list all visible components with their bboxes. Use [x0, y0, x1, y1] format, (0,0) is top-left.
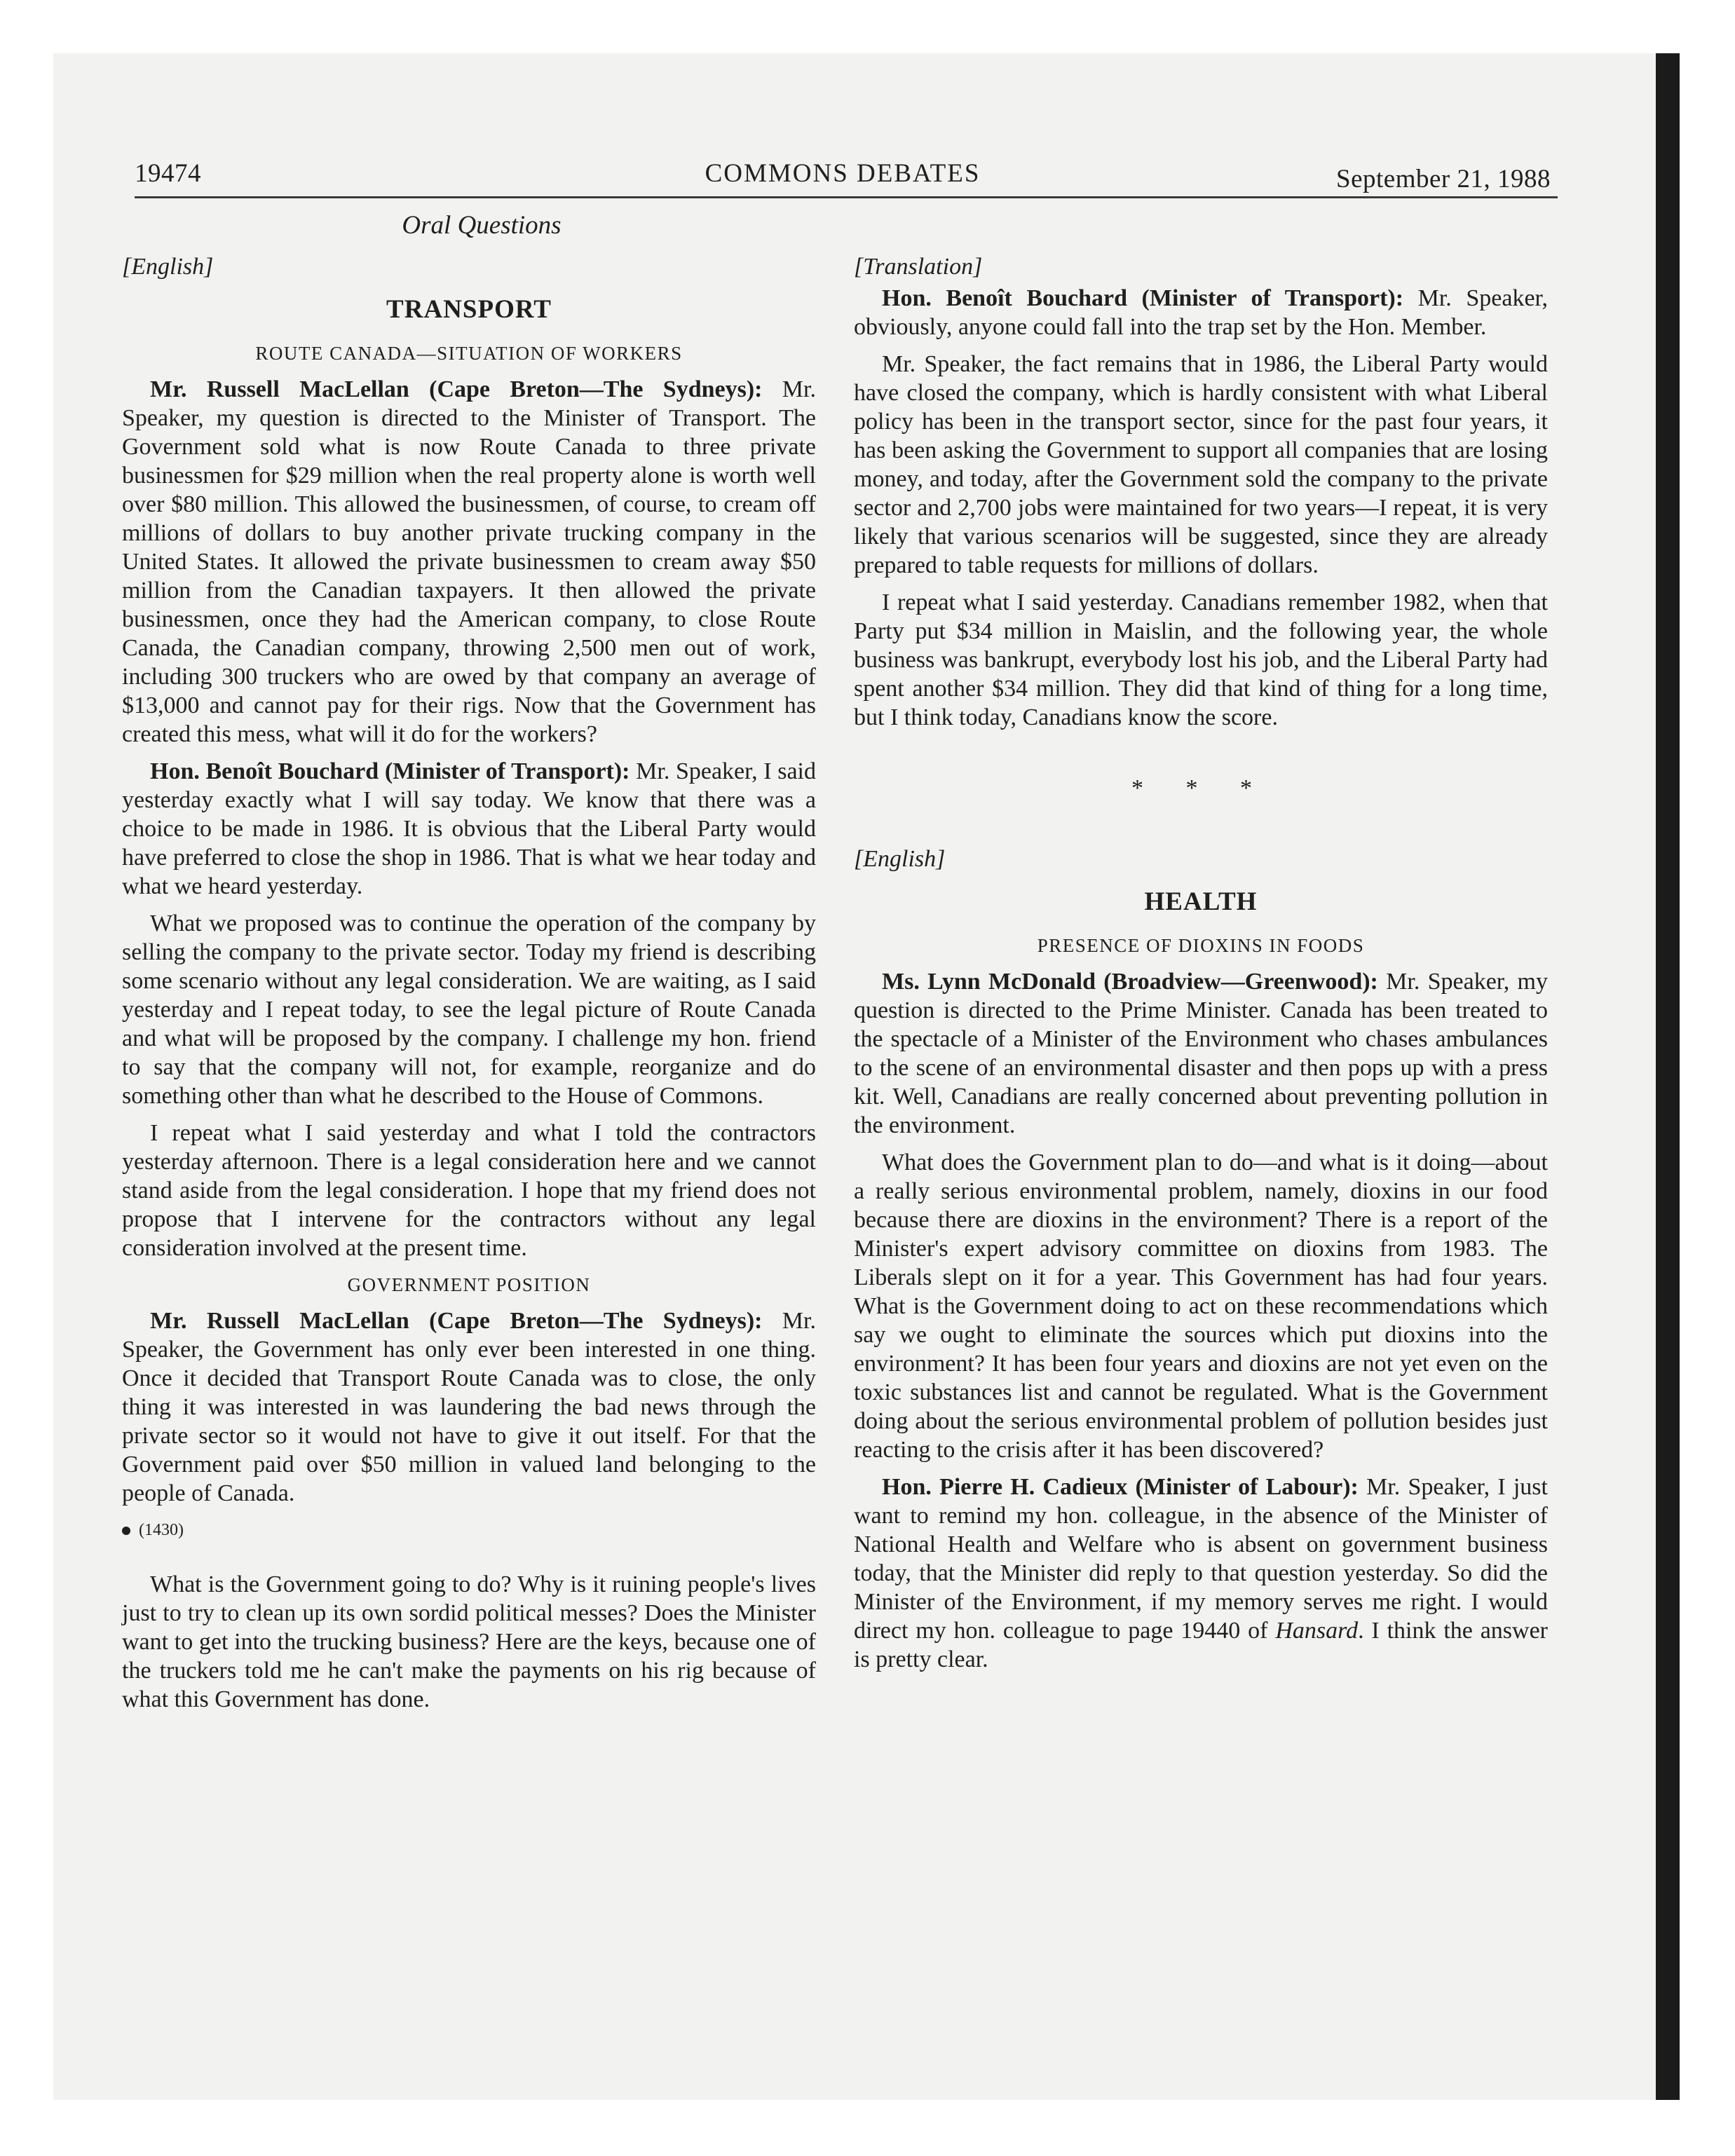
speech-paragraph: What is the Government going to do? Why is it ruining people's lives just to try to clean up its own sordid political messes? Does the Minister want to get into the trucking business? Here are the keys, because one of the truckers told me he can't make the payments on his rig because of what this Government has done.: [122, 1571, 816, 1712]
speech-paragraph: What we proposed was to continue the operation of the company by selling the company to the private sector. Today my friend is describing some scenario without any legal consideration. We are waiting, as I said yesterday and I repeat today, to see the legal picture of Route Canada and what will be proposed by the company. I challenge my hon. friend to say that the company will not, for example, reorganize and do something other than what he described to the House of Commons.: [122, 910, 816, 1109]
speech-text: Mr. Speaker, I said yesterday exactly what I will say today. We know that there was a choice to be made in 1986. It is obvious that the Liberal Party would have preferred to close the shop in 1986. That is what we hear today and what we heard yesterday.: [122, 758, 816, 899]
speaker-name: Hon. Benoît Bouchard (Minister of Transport):: [150, 758, 630, 784]
speech-paragraph: I repeat what I said yesterday. Canadians remember 1982, when that Party put $34 million in Maislin, and the following year, the whole business was bankrupt, everybody lost his job, and the Liberal Party had spent another $34 million. They did that kind of thing for a long time, but I think today, Canadians know the score.: [854, 589, 1548, 730]
speaker-name: Hon. Benoît Bouchard (Minister of Transport):: [882, 285, 1404, 311]
scan-edge-shadow: [1656, 53, 1680, 2100]
speech-text: Mr. Speaker, the Government has only ever been interested in one thing. Once it decided that Transport Route Canada was to close, the only thing it was interested in was laundering the bad news through the private sector so it would not have to give it out itself. For that the Government paid over $50 million in valued land belonging to the people of Canada.: [122, 1308, 816, 1506]
bullet-icon: [122, 1527, 130, 1535]
speech-text: Mr. Speaker, my question is directed to the Prime Minister. Canada has been treated to the spectacle of a Minister of the Environment who chases ambulances to the scene of an environmental disaster and then pops up with a press kit. Well, Canadians are really concerned about preventing pollution in the environment.: [854, 969, 1548, 1138]
right-column: [854, 252, 1548, 1682]
speech-paragraph: [854, 284, 1548, 341]
speech-paragraph: What does the Government plan to do—and what is it doing—about a really serious environmental problem, namely, dioxins in our food because there are dioxins in the environment? There is a report of the Minister's expert advisory committee on dioxins from 1983. The Liberals slept on it for a year. This Government has had four years. What is the Government doing to act on these recommendations which say we ought to eliminate the sources which put dioxins into the environment? It has been four years and dioxins are not yet even on the toxic substances list and cannot be regulated. What is the Government doing about the serious environmental problem of pollution besides just reacting to the crisis after it has been discovered?: [854, 1149, 1548, 1463]
speech-paragraph: I repeat what I said yesterday and what I told the contractors yesterday afternoon. There is a legal consideration here and we cannot stand aside from the legal consideration. I hope that my friend does not propose that I intervene for the contractors without any legal consideration involved at the present time.: [122, 1120, 816, 1261]
speaker-name: Mr. Russell MacLellan (Cape Breton—The Sydneys):: [150, 1308, 763, 1334]
speaker-name: Ms. Lynn McDonald (Broadview—Greenwood):: [882, 969, 1378, 995]
running-header: [135, 158, 1551, 198]
language-marker: [Translation]: [854, 254, 983, 280]
language-marker: [English]: [122, 254, 214, 280]
speech-paragraph: Mr. Speaker, the fact remains that in 1986, the Liberal Party would have closed the company, which is hardly consistent with what Liberal policy has been in the transport sector, since for the past four years, it has been asking the Government to support all companies that are losing money, and today, after the Government sold the company to the private sector and 2,700 jobs were maintained for two years—I repeat, it is very likely that various scenarios will be suggested, since they are already prepared to table requests for millions of dollars.: [854, 351, 1548, 578]
issue-date: September 21, 1988: [1336, 165, 1551, 193]
speech-text: Mr. Speaker, my question is directed to the Minister of Transport. The Government sold what is now Route Canada to three private businessmen for $29 million when the real property alone is worth well over $80 million. This allowed the businessmen, of course, to cream off millions of dollars to buy another private trucking company in the United States. It allowed the private businessmen to cream away $50 million from the Canadian taxpayers. It then allowed the private businessmen, once they had the American company, to close Route Canada, the Canadian company, throwing 2,500 men out of work, including 300 truckers who are owed by that company an average of $13,000 and cannot pay for their rigs. Now that the Government has created this mess, what will it do for the workers?: [122, 376, 816, 747]
topic-heading: TRANSPORT: [386, 295, 552, 324]
publication-reference: Hansard: [1275, 1618, 1359, 1644]
left-column: [122, 252, 816, 1722]
section-heading: Oral Questions: [402, 211, 562, 240]
subtopic-heading: PRESENCE OF DIOXINS IN FOODS: [1037, 935, 1365, 956]
speaker-name: Hon. Pierre H. Cadieux (Minister of Labour):: [882, 1474, 1359, 1500]
speech-paragraph: [854, 967, 1548, 1140]
time-marker: [122, 1516, 816, 1545]
speech-paragraph: [122, 1306, 816, 1508]
speaker-name: Mr. Russell MacLellan (Cape Breton—The Sydneys):: [150, 376, 763, 402]
time-stamp: (1430): [139, 1521, 184, 1539]
language-marker: [English]: [854, 846, 946, 872]
page-number: 19474: [135, 159, 201, 188]
subtopic-heading: GOVERNMENT POSITION: [347, 1274, 591, 1295]
section-separator: * * *: [1131, 775, 1270, 801]
speech-paragraph: [854, 1473, 1548, 1674]
header-rule: [135, 196, 1558, 198]
publication-title: COMMONS DEBATES: [705, 159, 981, 188]
speech-paragraph: [122, 375, 816, 749]
speech-text: Mr. Speaker, obviously, anyone could fall into the trap set by the Hon. Member.: [854, 285, 1548, 340]
speech-text: . I think the answer is pretty clear.: [854, 1618, 1548, 1672]
speech-paragraph: [122, 757, 816, 901]
topic-heading: HEALTH: [1144, 887, 1258, 916]
speech-text: Mr. Speaker, I just want to remind my hon. colleague, in the absence of the Minister of National Health and Welfare who is absent on government business today, that the Minister did reply to that question yesterday. So did the Minister of the Environment, if my memory serves me right. I would direct my hon. colleague to page 19440 of: [854, 1474, 1548, 1644]
subtopic-heading: ROUTE CANADA—SITUATION OF WORKERS: [255, 343, 683, 364]
